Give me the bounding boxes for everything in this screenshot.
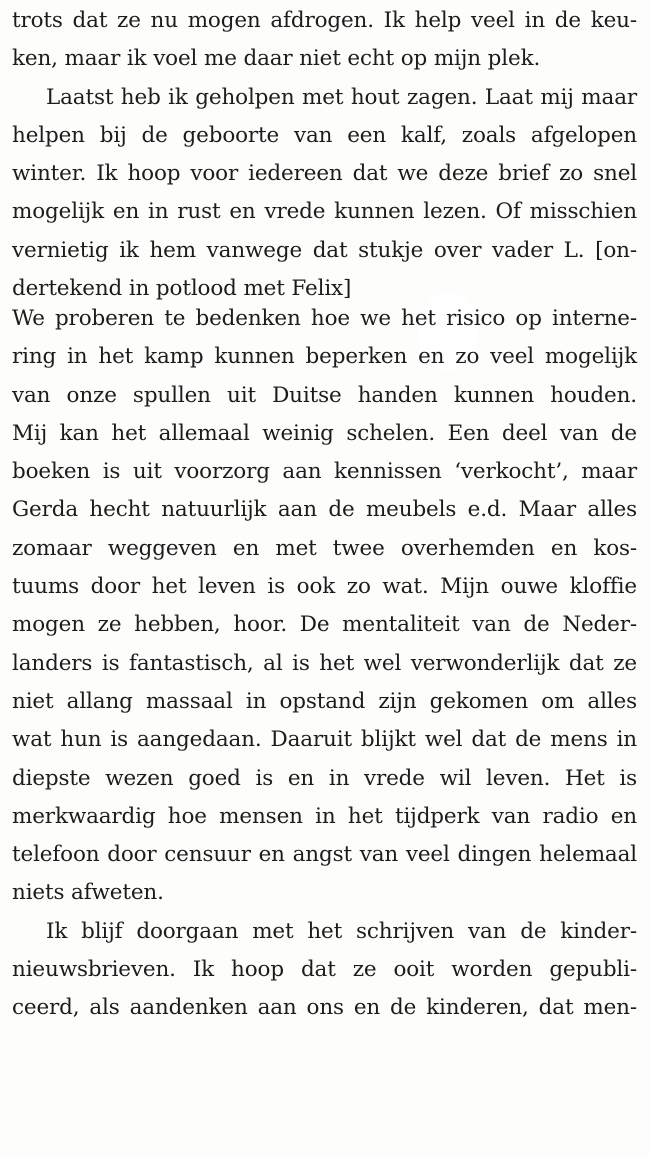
- text-line: boeken is uit voorzorg aan kennissen ‘verkocht’, maar: [12, 459, 637, 485]
- text-line: telefoon door censuur en angst van veel dingen helemaal: [12, 842, 637, 868]
- text-line: vernietig ik hem vanwege dat stukje over vader L. [on-: [12, 237, 637, 263]
- text-line: van onze spullen uit Duitse handen kunnen houden.: [12, 382, 637, 408]
- paragraph-1: [12, 2, 637, 79]
- paragraph-4: [12, 913, 637, 1028]
- text-line: mogelijk en in rust en vrede kunnen lezen. Of misschien: [12, 199, 637, 225]
- text-line: landers is fantastisch, al is het wel verwonderlijk dat ze: [12, 650, 637, 676]
- text-section-bottom: [12, 300, 637, 1028]
- text-line: niet allang massaal in opstand zijn gekomen om alles: [12, 688, 637, 714]
- text-line: merkwaardig hoe mensen in het tijdperk van radio en: [12, 803, 637, 829]
- text-line: helpen bij de geboorte van een kalf, zoals afgelopen: [12, 122, 637, 148]
- text-line: dertekend in potlood met Felix]: [12, 276, 352, 302]
- text-line: Gerda hecht natuurlijk aan de meubels e.d. Maar alles: [12, 497, 637, 523]
- text-section-top: [12, 2, 637, 308]
- text-line: wat hun is aangedaan. Daaruit blijkt wel dat de mens in: [12, 727, 637, 753]
- text-line: nieuwsbrieven. Ik hoop dat ze ooit worden gepubli-: [12, 957, 637, 983]
- text-line: tuums door het leven is ook zo wat. Mijn ouwe kloffie: [12, 574, 637, 600]
- text-line: We proberen te bedenken hoe we het risico op interne-: [12, 306, 637, 331]
- text-line: ring in het kamp kunnen beperken en zo veel mogelijk: [12, 344, 637, 370]
- text-line: winter. Ik hoop voor iedereen dat we deze brief zo snel: [12, 161, 637, 187]
- text-line: trots dat ze nu mogen afdrogen. Ik help veel in de keu-: [12, 8, 637, 33]
- text-line: ceerd, als aandenken aan ons en de kinderen, dat men-: [12, 995, 637, 1021]
- text-line: zomaar weggeven en met twee overhemden en kos-: [12, 535, 637, 561]
- text-line: mogen ze hebben, hoor. De mentaliteit van de Neder-: [12, 612, 637, 638]
- text-line: Ik blijf doorgaan met het schrijven van de kinder-: [46, 918, 637, 944]
- text-line: ken, maar ik voel me daar niet echt op mijn plek.: [12, 46, 541, 72]
- text-line: niets afweten.: [12, 880, 164, 906]
- text-line: Mij kan het allemaal weinig schelen. Een deel van de: [12, 420, 637, 446]
- text-line: Laatst heb ik geholpen met hout zagen. Laat mij maar: [46, 84, 637, 110]
- paragraph-2: [12, 79, 637, 309]
- text-line: diepste wezen goed is en in vrede wil leven. Het is: [12, 765, 637, 791]
- paragraph-3: [12, 300, 637, 913]
